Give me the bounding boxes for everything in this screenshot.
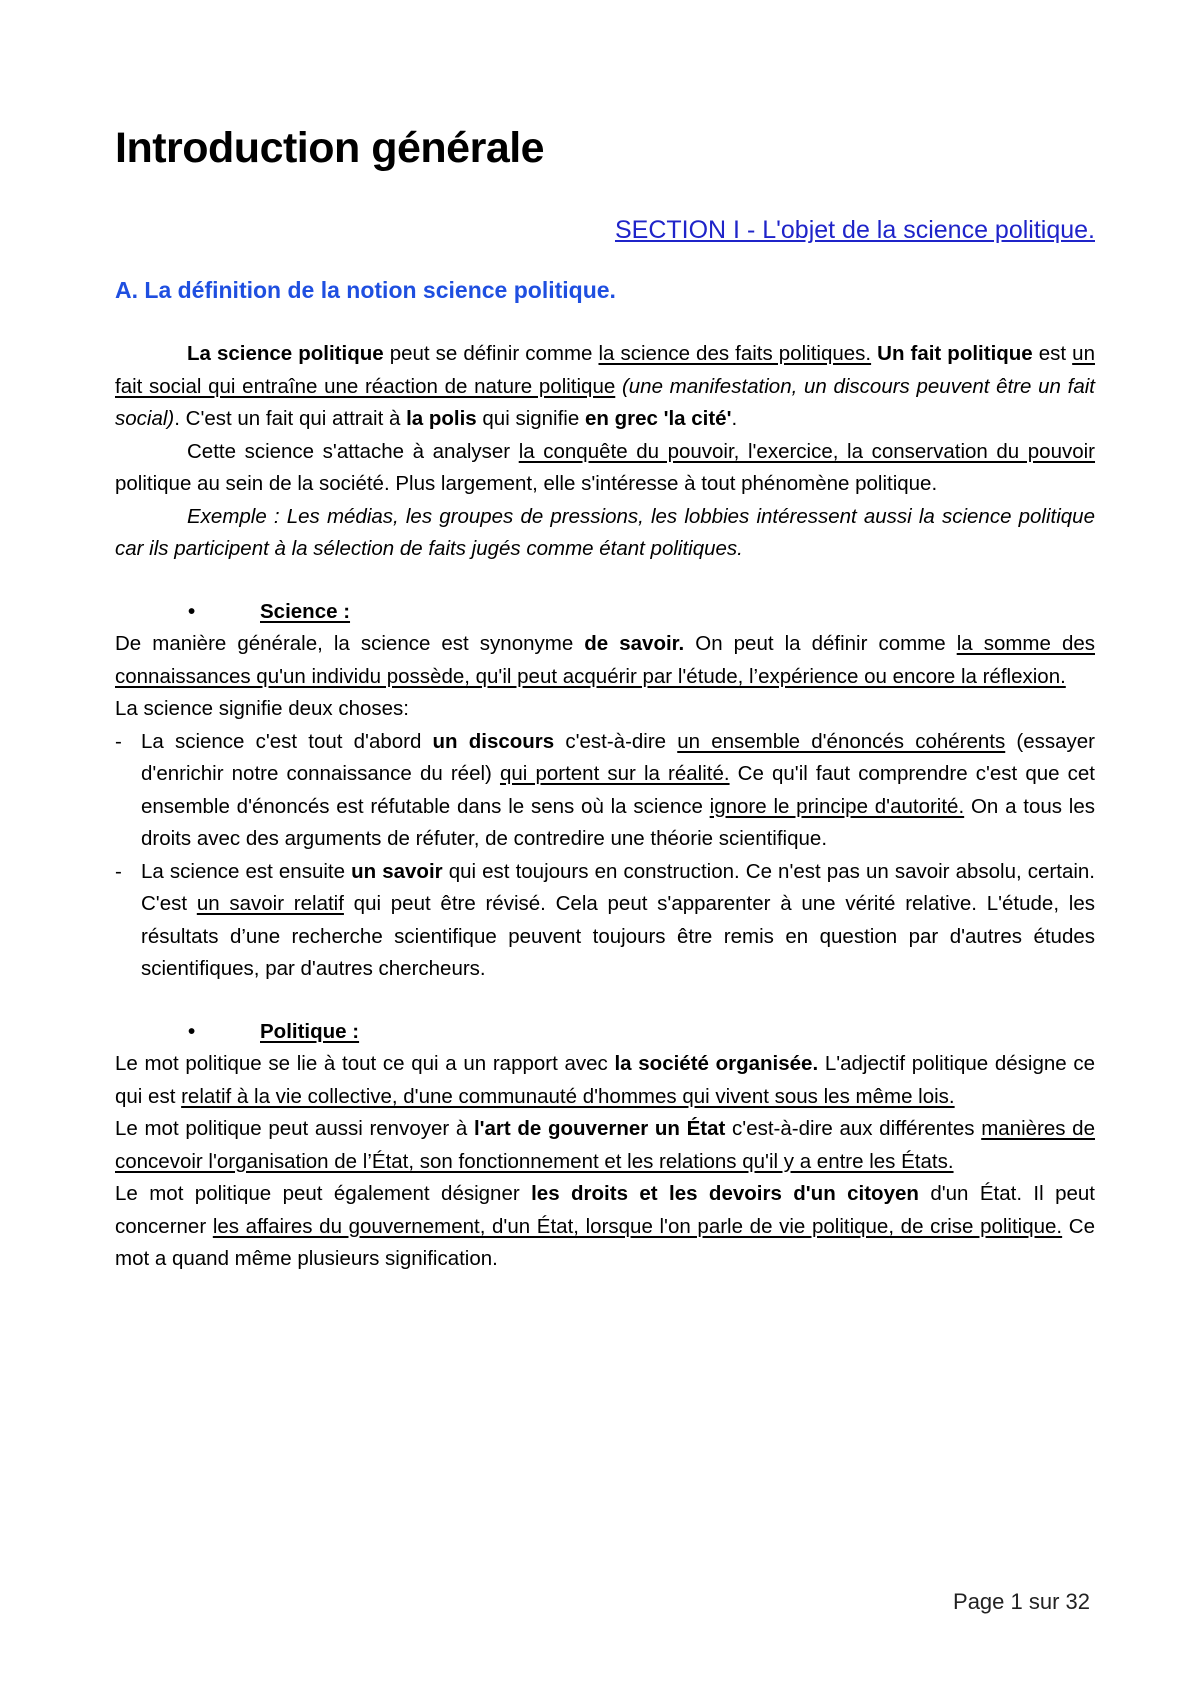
paragraph-science-intro: La science signifie deux choses: bbox=[115, 697, 410, 720]
text: . C'est un fait qui attrait à bbox=[174, 407, 407, 430]
paragraph-science-definition bbox=[115, 628, 1095, 693]
text: qui peut être révisé. Cela peut s'apparenter à une vérité relative. L'étude, les résultats d’une recherche scientifique peuvent toujours être remis en question par d'autres études scientifiques, par d'autres chercheurs. bbox=[141, 892, 1095, 980]
section-heading: SECTION I - L'objet de la science politique. bbox=[614, 216, 1095, 244]
text: Le mot politique peut également désigner bbox=[115, 1182, 532, 1205]
underlined-text: un ensemble d'énoncés cohérents bbox=[677, 729, 1006, 753]
underlined-text: la science des faits politiques. bbox=[598, 342, 872, 365]
paragraph-example bbox=[115, 501, 1095, 566]
science-list bbox=[115, 726, 1095, 986]
page-content bbox=[115, 118, 1095, 1276]
underlined-text: qui portent sur la réalité. bbox=[499, 762, 730, 785]
bold-text: la société organisée. bbox=[614, 1052, 819, 1075]
text: Ce qu'il faut comprendre c'est que cet ensemble d'énoncés est réfutable dans le sens où la science bbox=[141, 762, 1095, 818]
bullet-label: Politique : bbox=[260, 1019, 360, 1043]
bullet-heading-science bbox=[115, 596, 1095, 629]
page-number: Page 1 sur 32 bbox=[953, 1589, 1090, 1614]
text: peut se définir comme bbox=[383, 342, 599, 365]
science-section bbox=[115, 628, 1095, 986]
italic-text: (une manifestation, un discours peuvent être un fait social) bbox=[115, 374, 1095, 430]
text: qui signifie bbox=[476, 407, 585, 430]
bullet-heading-politique bbox=[115, 1016, 1095, 1049]
text: Cette science s'attache à analyser bbox=[187, 439, 519, 463]
text: d'un État. Il peut concerner bbox=[115, 1182, 1095, 1238]
bold-text: les droits et les devoirs d'un citoyen bbox=[531, 1182, 919, 1205]
underlined-text: un fait social qui entraîne une réaction de nature politique bbox=[115, 342, 1095, 398]
paragraph-politique-1 bbox=[115, 1048, 1095, 1113]
dash-icon: - bbox=[115, 859, 122, 883]
bullet-label: Science : bbox=[260, 599, 351, 623]
bullet-icon: • bbox=[188, 599, 196, 623]
paragraph-politique-3 bbox=[115, 1178, 1095, 1276]
text: (essayer d'enrichir notre connaissance du réel) bbox=[141, 729, 1095, 785]
text: c'est-à-dire bbox=[554, 729, 678, 753]
paragraph-politique-2 bbox=[115, 1113, 1095, 1178]
text: On peut la définir comme bbox=[684, 632, 957, 655]
text: qui est toujours en construction. Ce n'est pas un savoir absolu, certain. C'est bbox=[141, 859, 1095, 915]
bold-text: l'art de gouverner un État bbox=[473, 1117, 726, 1140]
text: Le mot politique peut aussi renvoyer à bbox=[115, 1117, 474, 1140]
bold-text: Un fait politique bbox=[877, 342, 1033, 365]
bold-text: La science politique bbox=[187, 342, 384, 365]
underlined-text: ignore le principe d'autorité. bbox=[709, 794, 965, 818]
underlined-text: manières de concevoir l'organisation de l’État, son fonctionnement et les relations qu'il y a entre les États. bbox=[115, 1117, 1095, 1173]
text: est bbox=[1032, 342, 1073, 365]
dash-icon: - bbox=[115, 729, 122, 753]
body-text bbox=[115, 338, 1095, 566]
text bbox=[615, 375, 622, 398]
bullet-icon: • bbox=[188, 1019, 196, 1043]
text: Le mot politique se lie à tout ce qui a un rapport avec bbox=[115, 1052, 615, 1075]
text: La science c'est tout d'abord bbox=[141, 729, 433, 753]
subsection-heading: A. La définition de la notion science politique. bbox=[115, 277, 616, 303]
bold-text: un discours bbox=[432, 729, 555, 753]
list-item bbox=[115, 856, 1095, 986]
text: Ce mot a quand même plusieurs signification. bbox=[115, 1214, 1095, 1270]
politique-section bbox=[115, 1048, 1095, 1276]
bold-text: de savoir. bbox=[584, 632, 685, 655]
text: On a tous les droits avec des arguments de réfuter, de contredire une théorie scientifique. bbox=[141, 794, 1095, 850]
underlined-text: un savoir relatif bbox=[196, 892, 344, 915]
underlined-text: relatif à la vie collective, d'une communauté d'hommes qui vivent sous les même lois. bbox=[181, 1084, 955, 1108]
paragraph-analysis bbox=[115, 436, 1095, 501]
bold-text: en grec 'la cité' bbox=[584, 407, 732, 430]
page-title: Introduction générale bbox=[115, 124, 545, 172]
underlined-text: les affaires du gouvernement, d'un État, lorsque l'on parle de vie politique, de crise politique. bbox=[212, 1214, 1063, 1238]
bold-text: la polis bbox=[406, 407, 477, 430]
underlined-text: la somme des connaissances qu'un individu possède, qu'il peut acquérir par l'étude, l’expérience ou encore la réflexion. bbox=[115, 632, 1095, 688]
bold-text: un savoir bbox=[351, 859, 443, 883]
list-item bbox=[115, 726, 1095, 856]
text: La science est ensuite bbox=[141, 859, 352, 883]
italic-text: Exemple : Les médias, les groupes de pressions, les lobbies intéressent aussi la science politique car ils participent à la sélection de faits jugés comme étant politiques. bbox=[115, 504, 1095, 560]
text: c'est-à-dire aux différentes bbox=[725, 1117, 982, 1140]
text: politique au sein de la société. Plus largement, elle s'intéresse à tout phénomène politique. bbox=[115, 472, 938, 495]
underlined-text: la conquête du pouvoir, l'exercice, la conservation du pouvoir bbox=[518, 439, 1096, 463]
text: L'adjectif politique désigne ce qui est bbox=[115, 1052, 1095, 1108]
text: . bbox=[731, 407, 738, 430]
paragraph-definition bbox=[115, 338, 1095, 436]
text: De manière générale, la science est synonyme bbox=[115, 632, 585, 655]
